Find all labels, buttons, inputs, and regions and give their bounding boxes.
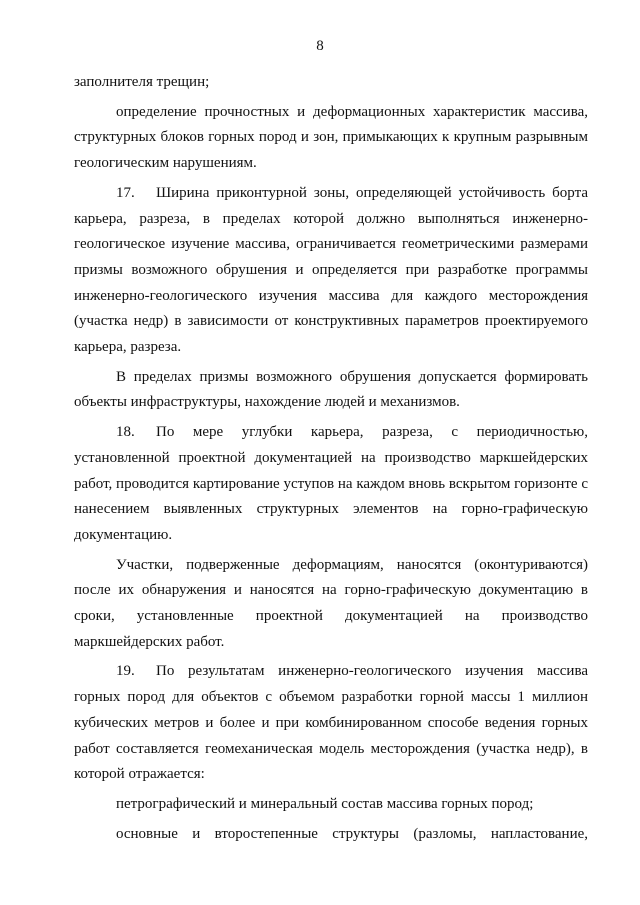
paragraph-deformation-areas: Участки, подверженные деформациям, наносятся (оконтуриваются) после их обнаружения и наносятся на горно-графическую документацию в сроки, установленные проектной документацией на производство маркшейдерских работ.	[74, 556, 588, 650]
paragraph-18	[74, 420, 588, 549]
paragraph-18-text: По мере углубки карьера, разреза, с периодичностью, установленной проектной документацией на производство маркшейдерских работ, проводится картирование уступов на каждом вновь вскрытом горизонте с нанесением выявленных структурных элементов на горно-графическую документацию.	[74, 424, 588, 543]
paragraph-structures: основные и второстепенные структуры (разломы, напластование,	[116, 825, 588, 842]
paragraph-continuation: заполнителя трещин;	[74, 74, 210, 90]
paragraph-17	[74, 181, 588, 361]
paragraph-19	[74, 659, 588, 788]
paragraph-19-text: По результатам инженерно-геологического изучения массива горных пород для объектов с объемом разработки горной массы 1 миллион кубических метров и более и при комбинированном способе ведения горных работ составляется геомеханическая модель месторождения (участка недр), в которой отражается:	[74, 663, 588, 783]
paragraph-18-number: 18.	[116, 424, 135, 441]
paragraph-17-text: Ширина приконтурной зоны, определяющей устойчивость борта карьера, разреза, в пределах которой должно выполняться инженерно-геологическое изучение массива, ограничивается геометрическими размерами призмы возможного обрушения и определяется при разработке программы инженерно-геологического изучения массива для каждого месторождения (участка недр) в зависимости от конструктивных параметров проектируемого карьера, разреза.	[74, 184, 588, 356]
page-number: 8	[316, 38, 324, 54]
paragraph-19-number: 19.	[116, 663, 135, 680]
paragraph-petrographic: петрографический и минеральный состав массива горных пород;	[116, 795, 534, 812]
document-body	[74, 70, 588, 847]
paragraph-17-number: 17.	[116, 184, 135, 201]
paragraph-strength-characteristics: определение прочностных и деформационных характеристик массива, структурных блоков горных пород и зон, примыкающих к крупным разрывным геологическим нарушениям.	[74, 103, 588, 172]
paragraph-collapse-prism: В пределах призмы возможного обрушения допускается формировать объекты инфраструктуры, нахождение людей и механизмов.	[74, 368, 588, 411]
